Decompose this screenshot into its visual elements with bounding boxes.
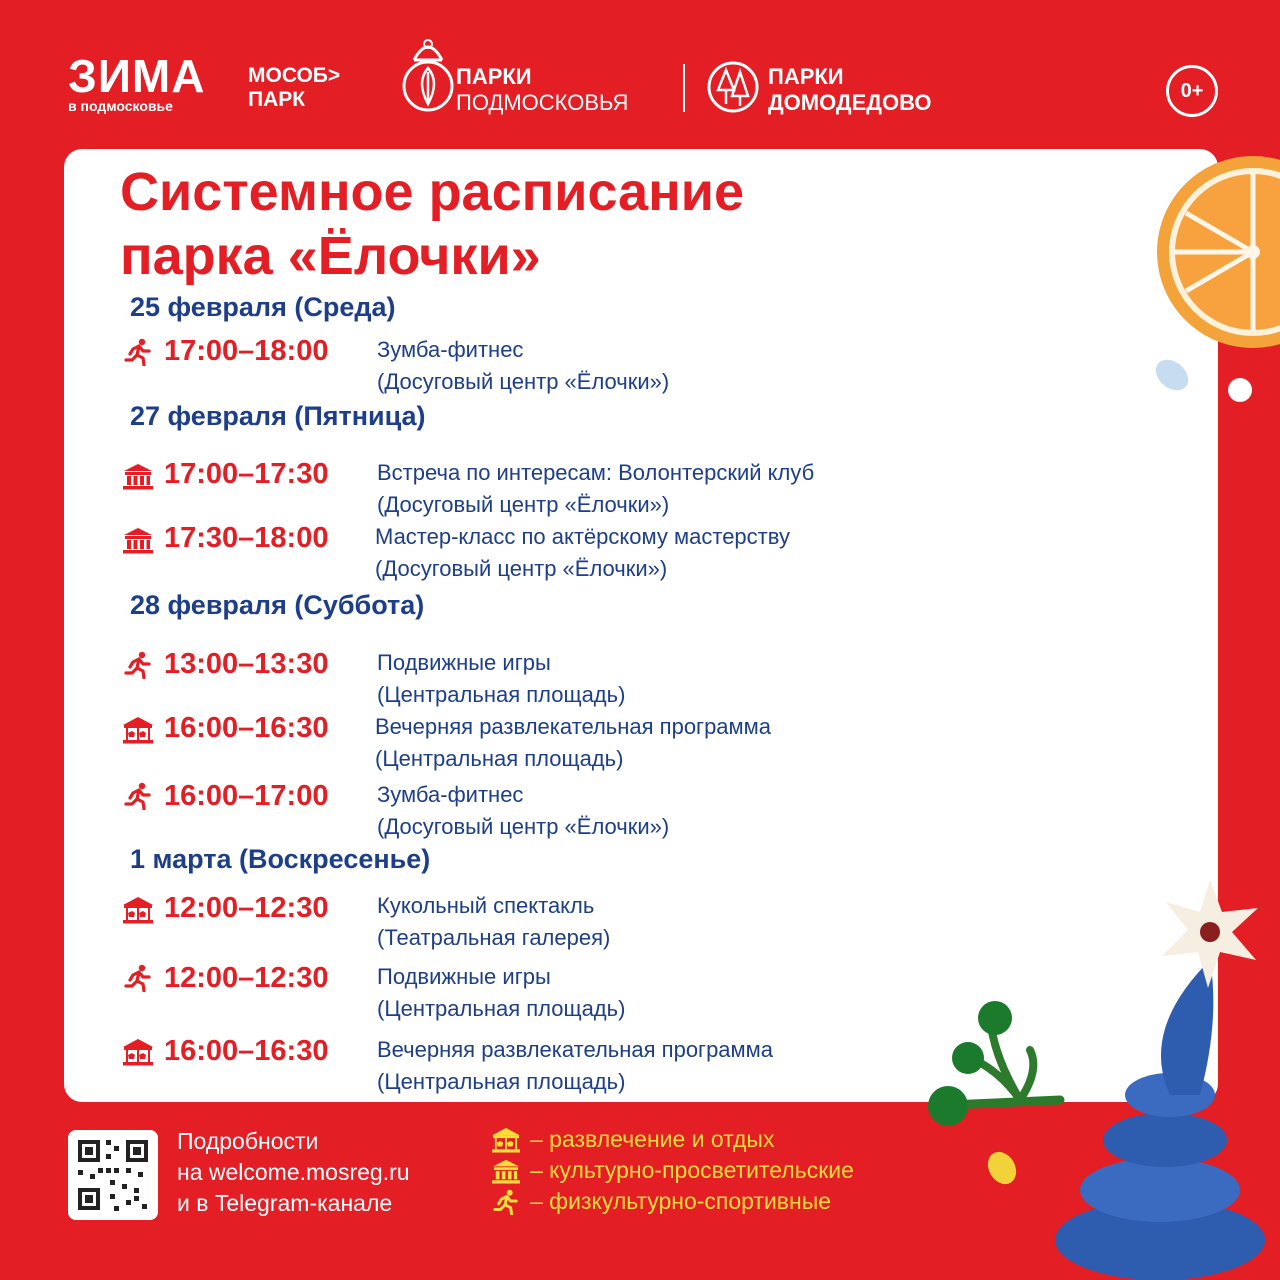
event-description [377, 779, 669, 843]
christmas-tree-decoration [920, 870, 1280, 1280]
legend-label: – физкультурно-спортивные [530, 1188, 832, 1214]
footer-info-line2[interactable]: на welcome.mosreg.ru [177, 1159, 410, 1185]
legend-item [490, 1155, 854, 1186]
event-place: (Театральная галерея) [377, 925, 611, 950]
event-time: 17:30–18:00 [164, 522, 329, 554]
legend-item [490, 1124, 854, 1155]
event-name: Подвижные игры [377, 964, 551, 989]
title-line2: парка «Ёлочки» [120, 226, 541, 286]
event-name: Вечерняя развлекательная программа [377, 1037, 774, 1062]
event-description [375, 521, 790, 585]
event-time: 17:00–18:00 [164, 335, 329, 367]
day-heading: 27 февраля (Пятница) [130, 401, 426, 431]
event-description [377, 961, 625, 1025]
mosob-line1: МОСОБ> [248, 64, 341, 87]
event-description [377, 1034, 773, 1098]
event-place: (Досуговый центр «Ёлочки») [377, 814, 670, 839]
legend [490, 1124, 854, 1217]
parki-podmoskovya-line1: ПАРКИ [456, 64, 532, 89]
day-heading: 1 марта (Воскресенье) [130, 844, 431, 874]
entertainment-icon [490, 1127, 522, 1153]
culture-icon [122, 526, 154, 554]
event-description [377, 334, 669, 398]
event-description [377, 890, 610, 954]
culture-icon [122, 462, 154, 490]
title-line1: Системное расписание [120, 162, 745, 222]
event-place: (Центральная площадь) [377, 1069, 626, 1094]
footer-info-line3: и в Telegram-канале [177, 1190, 393, 1216]
event-name: Зумба-фитнес [377, 782, 524, 807]
parki-domodedovo-line2: ДОМОДЕДОВО [768, 90, 932, 115]
footer-info [177, 1126, 410, 1219]
event-description [377, 647, 625, 711]
logo-divider [683, 64, 685, 112]
event-time: 16:00–16:30 [164, 1035, 329, 1067]
event-description [377, 457, 814, 521]
sport-icon [490, 1189, 522, 1215]
parki-domodedovo-text [768, 64, 932, 116]
legend-item [490, 1186, 854, 1217]
sport-icon [122, 782, 154, 810]
qr-code[interactable] [68, 1130, 158, 1220]
mosobpark-logo [248, 64, 340, 112]
event-time: 12:00–12:30 [164, 962, 329, 994]
event-time: 17:00–17:30 [164, 458, 329, 490]
age-rating-badge: 0+ [1166, 65, 1218, 117]
event-name: Кукольный спектакль [377, 893, 595, 918]
event-description [375, 711, 771, 775]
parki-domodedovo-line1: ПАРКИ [768, 64, 844, 89]
event-time: 16:00–17:00 [164, 780, 329, 812]
sport-icon [122, 338, 154, 366]
event-name: Мастер-класс по актёрскому мастерству [375, 524, 790, 549]
event-place: (Центральная площадь) [377, 682, 626, 707]
zima-logo [68, 50, 206, 114]
page-title [120, 160, 744, 288]
culture-icon [490, 1158, 522, 1184]
event-place: (Центральная площадь) [377, 996, 626, 1021]
mosob-line2: ПАРК [248, 88, 306, 111]
tree-emblem-icon [706, 60, 760, 114]
entertainment-icon [122, 896, 154, 924]
parki-podmoskovya-text [456, 64, 628, 116]
event-place: (Досуговый центр «Ёлочки») [375, 556, 668, 581]
orange-slice-decoration [1146, 150, 1280, 370]
zima-title: ЗИМА [68, 50, 206, 102]
zima-subtitle: в подмосковье [68, 98, 173, 114]
day-heading: 28 февраля (Суббота) [130, 590, 425, 620]
header [0, 0, 1280, 150]
event-name: Подвижные игры [377, 650, 551, 675]
event-name: Вечерняя развлекательная программа [375, 714, 772, 739]
footer-info-line1: Подробности [177, 1128, 319, 1154]
event-name: Встреча по интересам: Волонтерский клуб [377, 460, 815, 485]
event-time: 16:00–16:30 [164, 712, 329, 744]
event-place: (Досуговый центр «Ёлочки») [377, 492, 670, 517]
leaf-emblem-icon [400, 38, 456, 114]
decor-dot-white [1228, 378, 1252, 402]
event-place: (Центральная площадь) [375, 746, 624, 771]
event-time: 12:00–12:30 [164, 892, 329, 924]
event-name: Зумба-фитнес [377, 337, 524, 362]
sport-icon [122, 964, 154, 992]
legend-label: – культурно-просветительские [530, 1157, 854, 1183]
sport-icon [122, 651, 154, 679]
day-heading: 25 февраля (Среда) [130, 292, 396, 322]
legend-label: – развлечение и отдых [530, 1126, 775, 1152]
parki-podmoskovya-line2: ПОДМОСКОВЬЯ [456, 90, 629, 115]
entertainment-icon [122, 1038, 154, 1066]
entertainment-icon [122, 716, 154, 744]
event-time: 13:00–13:30 [164, 648, 329, 680]
event-place: (Досуговый центр «Ёлочки») [377, 369, 670, 394]
